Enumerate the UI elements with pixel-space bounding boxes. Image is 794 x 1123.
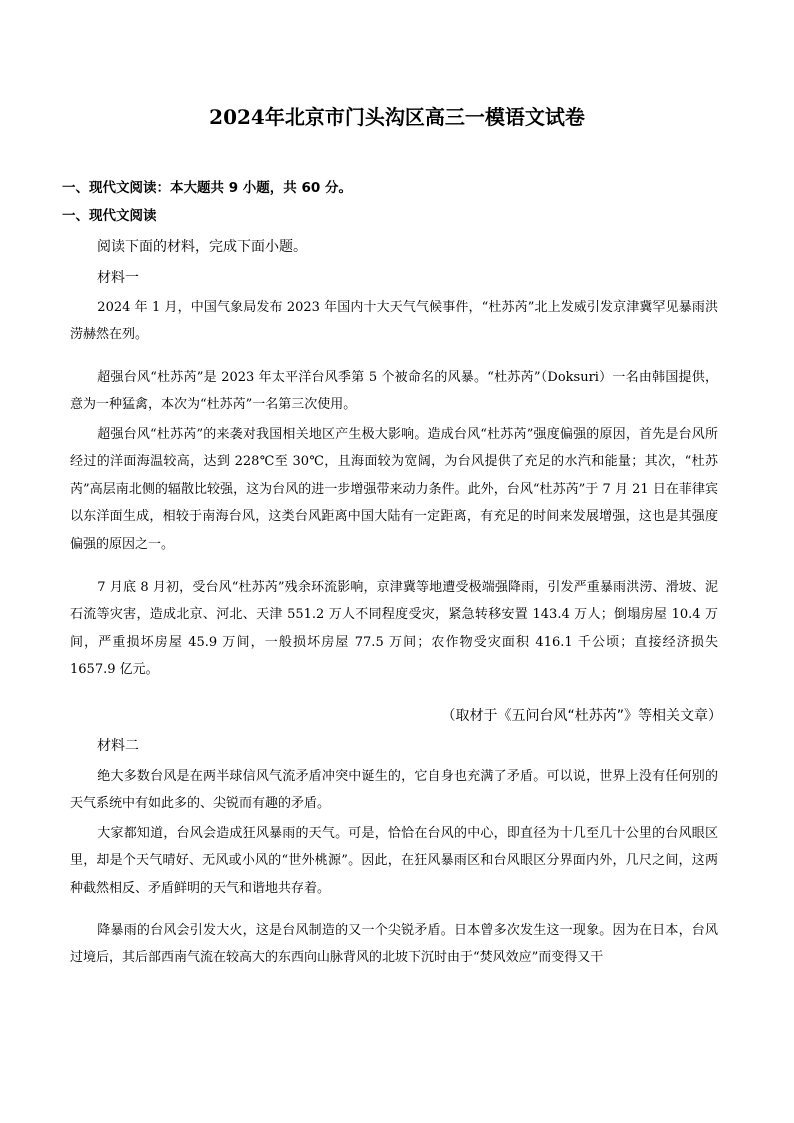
reading-instruction: 阅读下面的材料，完成下面小题。 <box>97 239 307 255</box>
material2-paragraph: 降暴雨的台风会引发大火，这是台风制造的又一个尖锐矛盾。日本曾多次发生这一现象。因为在日本，台风过境后，其后部西南气流在较高大的东西向山脉背风的北坡下沉时由于“焚风效应”而变得又干 <box>70 923 718 966</box>
page-title: 2024年北京市门头沟区高三一模语文试卷 <box>209 105 585 129</box>
material1-paragraph: 超强台风“杜苏芮”是 2023 年太平洋台风季第 5 个被命名的风暴。“杜苏芮”（Doksuri）一名由韩国提供，意为一种猛禽，本次为“杜苏芮”一名第三次使用。 <box>70 370 718 413</box>
material1-paragraph: 超强台风“杜苏芮”的来袭对我国相关地区产生极大影响。造成台风“杜苏芮”强度偏强的原因，首先是台风所经过的洋面海温较高，达到 228℃至 30℃，且海面较为宽阔，为台风提供了充足的水汽和能量；其次，“杜苏芮”高层南北侧的辐散比较强，这为台风的进一步增强带来动力条件。此外，台风“杜苏芮”于 7 月 21 日在菲律宾以东洋面生成，相较于南海台风，这类台风距离中国大陆有一定距离，有充足的时间来发展增强，这也是其强度偏强的原因之一。 <box>70 427 718 552</box>
subsection-heading: 一、现代文阅读 <box>62 208 157 224</box>
material1-label: 材料一 <box>97 270 139 286</box>
material1-source: （取材于《五问台风“杜苏芮”》等相关文章） <box>441 708 722 724</box>
section-heading: 一、现代文阅读：本大题共 9 小题，共 60 分。 <box>62 180 352 196</box>
material1-paragraph: 7 月底 8 月初，受台风“杜苏芮”残余环流影响，京津冀等地遭受极端强降雨，引发严重暴雨洪涝、滑坡、泥石流等灾害，造成北京、河北、天津 551.2 万人不同程度受灾，紧急转移安置 143.4 万人；倒塌房屋 10.4 万间，严重损坏房屋 45.9 万间，一般损坏房屋 77.5 万间；农作物受灾面积 416.1 千公顷；直接经济损失 1657.9 亿元。 <box>70 580 718 678</box>
material2-label: 材料二 <box>97 738 139 754</box>
material1-paragraph: 2024 年 1 月，中国气象局发布 2023 年国内十大天气气候事件，“杜苏芮”北上发威引发京津冀罕见暴雨洪涝赫然在列。 <box>70 300 718 343</box>
material2-paragraph: 大家都知道，台风会造成狂风暴雨的天气。可是，恰恰在台风的中心，即直径为十几至几十公里的台风眼区里，却是个天气晴好、无风或小风的“世外桃源”。因此，在狂风暴雨区和台风眼区分界面内外，几尺之间，这两种截然相反、矛盾鲜明的天气和谐地共存着。 <box>70 826 718 896</box>
material2-paragraph: 绝大多数台风是在两半球信风气流矛盾冲突中诞生的，它自身也充满了矛盾。可以说，世界上没有任何别的天气系统中有如此多的、尖锐而有趣的矛盾。 <box>70 769 718 812</box>
